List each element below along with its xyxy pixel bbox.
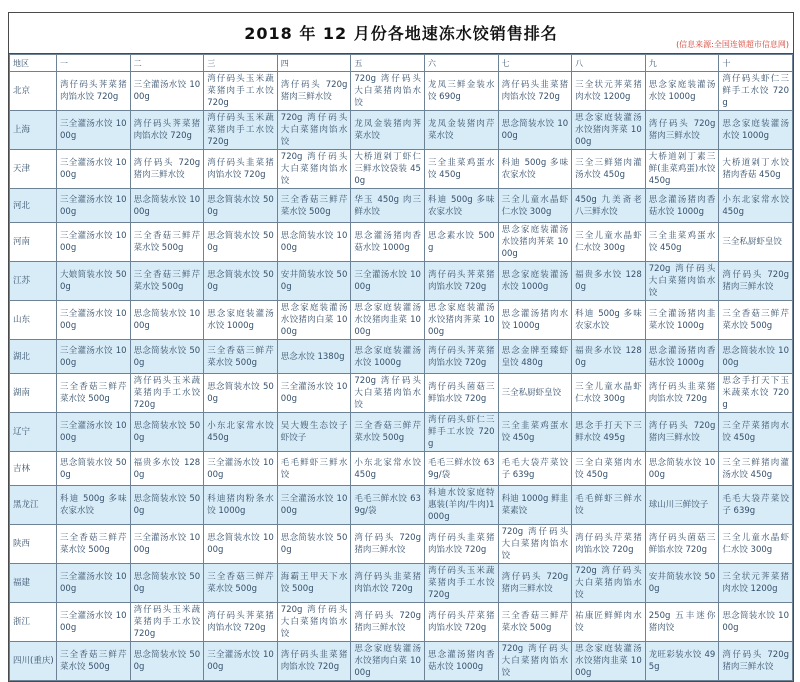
product-cell: 龙凤三鲜金装水饺 690g <box>424 72 498 111</box>
product-cell: 毛毛大袋芹菜饺子 639g <box>719 486 793 525</box>
product-cell: 福贵多水饺 1280g <box>572 262 646 301</box>
region-cell: 河北 <box>10 189 57 223</box>
product-cell: 毛毛大袋芹菜饺子 639g <box>498 452 572 486</box>
product-cell: 思念简装水饺 500g <box>57 452 131 486</box>
product-cell: 小东北家常水饺 450g <box>204 413 278 452</box>
product-cell: 思念简装水饺 500g <box>204 223 278 262</box>
region-cell: 上海 <box>10 111 57 150</box>
product-cell: 安井简装水饺 500g <box>645 564 719 603</box>
product-cell: 思念简装水饺 1000g <box>277 223 351 262</box>
product-cell: 思念家庭装灌汤水饺猪肉荠菜 1000g <box>498 223 572 262</box>
header-rank-4: 四 <box>277 55 351 72</box>
product-cell: 三全儿童水晶虾仁水饺 300g <box>498 189 572 223</box>
product-cell: 小东北家常水饺 450g <box>719 189 793 223</box>
product-cell: 三全香菇三鲜芹菜水饺 500g <box>57 525 131 564</box>
table-row <box>10 340 793 374</box>
product-cell: 湾仔码头荠菜猪肉馅水饺 720g <box>424 262 498 301</box>
header-rank-9: 九 <box>645 55 719 72</box>
product-cell: 思念灌汤猪肉香菇水饺 1000g <box>645 189 719 223</box>
product-cell: 720g 湾仔码头大白菜猪肉馅水饺 <box>645 262 719 301</box>
product-cell: 湾仔码头菌菇三鲜馅水饺 720g <box>645 525 719 564</box>
product-cell: 三全灌汤水饺 1000g <box>130 525 204 564</box>
product-cell: 湾仔码头芹菜猪肉馅水饺 720g <box>424 603 498 642</box>
product-cell: 科迪水饺家庭特惠装(羊肉/牛肉)1000g <box>424 486 498 525</box>
product-cell: 科迪猪肉粉条水饺 1000g <box>204 486 278 525</box>
product-cell: 720g 湾仔码头大白菜猪肉馅水饺 <box>572 564 646 603</box>
product-cell: 祐康匠鲜鲜肉水饺 <box>572 603 646 642</box>
product-cell: 科迪 1000g 鲜韭菜素饺 <box>498 486 572 525</box>
product-cell: 三全儿童水晶虾仁水饺 300g <box>719 525 793 564</box>
product-cell: 三全灌汤水饺 1000g <box>57 150 131 189</box>
product-cell: 720g 湾仔码头大白菜猪肉馅水饺 <box>277 603 351 642</box>
product-cell: 湾仔码头 720g 猪肉三鲜水饺 <box>351 525 425 564</box>
product-cell: 思念家庭装灌汤水饺 1000g <box>498 262 572 301</box>
product-cell: 三全韭菜鸡蛋水饺 450g <box>424 150 498 189</box>
product-cell: 思念简装水饺 1000g <box>130 189 204 223</box>
product-cell: 三全三鲜猪肉灌汤水饺 450g <box>719 452 793 486</box>
product-cell: 科迪 500g 多味农家水饺 <box>424 189 498 223</box>
header-rank-3: 三 <box>204 55 278 72</box>
product-cell: 思念简装水饺 1000g <box>498 111 572 150</box>
product-cell: 三全灌汤水饺 1000g <box>351 262 425 301</box>
table-row <box>10 452 793 486</box>
product-cell: 湾仔码头荠菜猪肉馅水饺 720g <box>204 603 278 642</box>
product-cell: 思念家庭装灌汤水饺猪肉韭菜 1000g <box>572 642 646 681</box>
product-cell: 三全灌汤水饺 1000g <box>130 72 204 111</box>
product-cell: 三全香菇三鲜芹菜水饺 500g <box>130 262 204 301</box>
region-cell: 陕西 <box>10 525 57 564</box>
product-cell: 思念灌汤猪肉香菇水饺 1000g <box>645 340 719 374</box>
header-rank-2: 二 <box>130 55 204 72</box>
product-cell: 三全灌汤水饺 1000g <box>57 340 131 374</box>
product-cell: 湾仔码头玉米蔬菜猪肉手工水饺 720g <box>130 374 204 413</box>
header-rank-10: 十 <box>719 55 793 72</box>
product-cell: 思念家庭装灌汤水饺猪肉荠菜 1000g <box>572 111 646 150</box>
product-cell: 三全三鲜猪肉灌汤水饺 450g <box>572 150 646 189</box>
product-cell: 湾仔码头韭菜猪肉馅水饺 720g <box>424 525 498 564</box>
product-cell: 三全灌汤猪肉韭菜水饺 1000g <box>645 301 719 340</box>
product-cell: 湾仔码头 720g 猪肉三鲜水饺 <box>351 603 425 642</box>
product-cell: 思念家庭装灌汤水饺 1000g <box>645 72 719 111</box>
product-cell: 思念灌汤猪肉水饺 1000g <box>498 301 572 340</box>
product-cell: 三全状元荠菜猪肉水饺 1200g <box>719 564 793 603</box>
product-cell: 思念简装水饺 1000g <box>645 452 719 486</box>
product-cell: 湾仔码头 720g 猪肉三鲜水饺 <box>645 413 719 452</box>
product-cell: 三全灌汤水饺 1000g <box>204 452 278 486</box>
table-row <box>10 189 793 223</box>
ranking-table <box>9 54 793 681</box>
product-cell: 湾仔码头荠菜猪肉馅水饺 720g <box>57 72 131 111</box>
product-cell: 思念金牌至臻虾皇饺 480g <box>498 340 572 374</box>
product-cell: 三全香菇三鲜芹菜水饺 500g <box>498 603 572 642</box>
product-cell: 三全儿童水晶虾仁水饺 300g <box>572 374 646 413</box>
header-rank-7: 七 <box>498 55 572 72</box>
product-cell: 三全灌汤水饺 1000g <box>57 301 131 340</box>
product-cell: 思念家庭装灌汤水饺猪肉韭菜 1000g <box>351 301 425 340</box>
product-cell: 三全香菇三鲜芹菜水饺 500g <box>130 223 204 262</box>
product-cell: 湾仔码头玉米蔬菜猪肉手工水饺 720g <box>424 564 498 603</box>
product-cell: 湾仔码头 720g 猪肉三鲜水饺 <box>719 642 793 681</box>
product-cell: 湾仔码头韭菜猪肉馅水饺 720g <box>645 374 719 413</box>
product-cell: 三全灌汤水饺 1000g <box>57 413 131 452</box>
product-cell: 湾仔码头韭菜猪肉馅水饺 720g <box>204 150 278 189</box>
header-rank-8: 八 <box>572 55 646 72</box>
product-cell: 湾仔码头 720g 猪肉三鲜水饺 <box>498 564 572 603</box>
region-cell: 吉林 <box>10 452 57 486</box>
product-cell: 思念家庭装灌汤水饺猪肉白菜 1000g <box>351 642 425 681</box>
table-row <box>10 301 793 340</box>
product-cell: 三全灌汤水饺 1000g <box>57 603 131 642</box>
region-cell: 江苏 <box>10 262 57 301</box>
product-cell: 思念简装水饺 500g <box>130 413 204 452</box>
product-cell: 大桥道剁丁虾仁三鲜水饺袋装 450g <box>351 150 425 189</box>
product-cell: 三全白菜猪肉水饺 450g <box>572 452 646 486</box>
product-cell: 湾仔码头 720g 猪肉三鲜水饺 <box>719 262 793 301</box>
region-cell: 山东 <box>10 301 57 340</box>
product-cell: 龙旺彩装水饺 495g <box>645 642 719 681</box>
product-cell: 湾仔码头虾仁三鲜手工水饺 720g <box>424 413 498 452</box>
product-cell: 毛毛鲜虾三鲜水饺 <box>572 486 646 525</box>
table-row <box>10 111 793 150</box>
product-cell: 三全香菇三鲜芹菜水饺 500g <box>719 301 793 340</box>
table-row <box>10 642 793 681</box>
product-cell: 湾仔码头韭菜猪肉馅水饺 720g <box>498 72 572 111</box>
product-cell: 湾仔码头芹菜猪肉馅水饺 720g <box>572 525 646 564</box>
product-cell: 思念家庭装灌汤水饺 1000g <box>351 340 425 374</box>
product-cell: 龙凤金装猪肉荠菜水饺 <box>351 111 425 150</box>
header-rank-6: 六 <box>424 55 498 72</box>
product-cell: 思念简装水饺 1000g <box>719 603 793 642</box>
product-cell: 三全灌汤水饺 1000g <box>204 642 278 681</box>
header-rank-1: 一 <box>57 55 131 72</box>
product-cell: 湾仔码头 720g 猪肉三鲜水饺 <box>277 72 351 111</box>
ranking-sheet <box>8 12 794 682</box>
product-cell: 三全灌汤水饺 1000g <box>57 189 131 223</box>
product-cell: 720g 湾仔码头大白菜猪肉馅水饺 <box>277 150 351 189</box>
product-cell: 湾仔码头 720g 猪肉三鲜水饺 <box>645 111 719 150</box>
product-cell: 科迪 500g 多味农家水饺 <box>572 301 646 340</box>
product-cell: 吴大嫂生态饺子虾饺子 <box>277 413 351 452</box>
product-cell: 思念简装水饺 500g <box>277 525 351 564</box>
product-cell: 三全私厨虾皇饺 <box>498 374 572 413</box>
header-row <box>10 55 793 72</box>
product-cell: 思念简装水饺 1000g <box>719 340 793 374</box>
region-cell: 浙江 <box>10 603 57 642</box>
product-cell: 思念简装水饺 500g <box>130 486 204 525</box>
product-cell: 龙凤金装猪肉芹菜水饺 <box>424 111 498 150</box>
product-cell: 科迪 500g 多味农家水饺 <box>498 150 572 189</box>
region-cell: 湖南 <box>10 374 57 413</box>
product-cell: 450g 九美斋老八三鲜水饺 <box>572 189 646 223</box>
product-cell: 三全香菇三鲜芹菜水饺 500g <box>57 374 131 413</box>
region-cell: 北京 <box>10 72 57 111</box>
product-cell: 三全香菇三鲜芹菜水饺 500g <box>351 413 425 452</box>
product-cell: 720g 湾仔码头大白菜猪肉馅水饺 <box>351 72 425 111</box>
product-cell: 湾仔码头玉米蔬菜猪肉手工水饺 720g <box>204 72 278 111</box>
region-cell: 湖北 <box>10 340 57 374</box>
table-row <box>10 262 793 301</box>
table-row <box>10 413 793 452</box>
product-cell: 毛毛三鲜水饺 639g/袋 <box>351 486 425 525</box>
product-cell: 思念简装水饺 500g <box>130 564 204 603</box>
table-row <box>10 72 793 111</box>
product-cell: 湾仔码头荠菜猪肉馅水饺 720g <box>130 111 204 150</box>
product-cell: 三全状元荠菜猪肉水饺 1200g <box>572 72 646 111</box>
product-cell: 思念素水饺 500g <box>424 223 498 262</box>
product-cell: 湾仔码头虾仁三鲜手工水饺 720g <box>719 72 793 111</box>
product-cell: 湾仔码头韭菜猪肉馅水饺 720g <box>351 564 425 603</box>
product-cell: 三全香菇三鲜芹菜水饺 500g <box>204 340 278 374</box>
product-cell: 三全灌汤水饺 1000g <box>277 486 351 525</box>
product-cell: 华玉 450g 肉三鲜水饺 <box>351 189 425 223</box>
product-cell: 思念简装水饺 500g <box>130 340 204 374</box>
product-cell: 思念手打天下玉米蔬菜水饺 720g <box>719 374 793 413</box>
product-cell: 三全私厨虾皇饺 <box>719 223 793 262</box>
product-cell: 思念家庭装灌汤水饺猪肉荠菜 1000g <box>424 301 498 340</box>
product-cell: 湾仔码头荠菜猪肉馅水饺 720g <box>424 340 498 374</box>
product-cell: 湾仔码头 720g 猪肉三鲜水饺 <box>130 150 204 189</box>
product-cell: 福贵多水饺 1280g <box>130 452 204 486</box>
table-row <box>10 150 793 189</box>
product-cell: 三全灌汤水饺 1000g <box>57 223 131 262</box>
product-cell: 湾仔码头玉米蔬菜猪肉手工水饺 720g <box>130 603 204 642</box>
product-cell: 三全香菇三鲜芹菜水饺 500g <box>277 189 351 223</box>
product-cell: 思念灌汤猪肉香菇水饺 1000g <box>424 642 498 681</box>
product-cell: 720g 湾仔码头大白菜猪肉馅水饺 <box>498 642 572 681</box>
page-title: 2018 年 12 月份各地速冻水饺销售排名 <box>244 24 558 43</box>
region-cell: 福建 <box>10 564 57 603</box>
product-cell: 思念简装水饺 1000g <box>130 301 204 340</box>
region-cell: 河南 <box>10 223 57 262</box>
product-cell: 思念简装水饺 500g <box>204 374 278 413</box>
region-cell: 四川(重庆) <box>10 642 57 681</box>
product-cell: 720g 湾仔码头大白菜猪肉馅水饺 <box>498 525 572 564</box>
product-cell: 三全香菇三鲜芹菜水饺 500g <box>204 564 278 603</box>
title-row <box>9 13 793 54</box>
product-cell: 思念家庭装灌汤水饺猪肉白菜 1000g <box>277 301 351 340</box>
product-cell: 三全儿童水晶虾仁水饺 300g <box>572 223 646 262</box>
table-row <box>10 564 793 603</box>
product-cell: 思念简装水饺 500g <box>130 642 204 681</box>
product-cell: 思念简装水饺 500g <box>204 262 278 301</box>
product-cell: 720g 湾仔码头大白菜猪肉馅水饺 <box>277 111 351 150</box>
product-cell: 三全韭菜鸡蛋水饺 450g <box>498 413 572 452</box>
product-cell: 小东北家常水饺 450g <box>351 452 425 486</box>
product-cell: 思念家庭装灌汤水饺 1000g <box>204 301 278 340</box>
source-note: (信息来源:全国连锁超市信息网) <box>676 40 789 49</box>
product-cell: 思念手打天下三鲜水饺 495g <box>572 413 646 452</box>
table-row <box>10 603 793 642</box>
product-cell: 思念简装水饺 1000g <box>204 525 278 564</box>
product-cell: 三全香菇三鲜芹菜水饺 500g <box>57 642 131 681</box>
product-cell: 福贵多水饺 1280g <box>572 340 646 374</box>
product-cell: 湾仔码头玉米蔬菜猪肉手工水饺 720g <box>204 111 278 150</box>
header-region: 地区 <box>10 55 57 72</box>
product-cell: 三全芹菜猪肉水饺 450g <box>719 413 793 452</box>
product-cell: 毛毛三鲜水饺 639g/袋 <box>424 452 498 486</box>
product-cell: 思念水饺 1380g <box>277 340 351 374</box>
product-cell: 思念灌汤猪肉香菇水饺 1000g <box>351 223 425 262</box>
product-cell: 球山川三鲜饺子 <box>645 486 719 525</box>
product-cell: 250g 五丰迷你猪肉饺 <box>645 603 719 642</box>
table-row <box>10 374 793 413</box>
table-row <box>10 486 793 525</box>
product-cell: 思念简装水饺 500g <box>204 189 278 223</box>
table-row <box>10 223 793 262</box>
product-cell: 大娘简装水饺 500g <box>57 262 131 301</box>
table-body <box>10 72 793 681</box>
product-cell: 三全灌汤水饺 1000g <box>57 111 131 150</box>
product-cell: 思念家庭装灌汤水饺 1000g <box>719 111 793 150</box>
product-cell: 毛毛鲜虾三鲜水饺 <box>277 452 351 486</box>
product-cell: 湾仔码头菌菇三鲜馅水饺 720g <box>424 374 498 413</box>
region-cell: 黑龙江 <box>10 486 57 525</box>
product-cell: 湾仔码头韭菜猪肉馅水饺 720g <box>277 642 351 681</box>
product-cell: 大桥道剁丁素三鲜(韭菜鸡蛋)水饺 450g <box>645 150 719 189</box>
product-cell: 海霸王甲天下水饺 500g <box>277 564 351 603</box>
table-row <box>10 525 793 564</box>
product-cell: 720g 湾仔码头大白菜猪肉馅水饺 <box>351 374 425 413</box>
region-cell: 辽宁 <box>10 413 57 452</box>
product-cell: 三全韭菜鸡蛋水饺 450g <box>645 223 719 262</box>
region-cell: 天津 <box>10 150 57 189</box>
product-cell: 大桥道剁丁水饺猪肉香菇 450g <box>719 150 793 189</box>
header-rank-5: 五 <box>351 55 425 72</box>
product-cell: 安井简装水饺 500g <box>277 262 351 301</box>
product-cell: 三全灌汤水饺 1000g <box>277 374 351 413</box>
product-cell: 科迪 500g 多味农家水饺 <box>57 486 131 525</box>
product-cell: 三全灌汤水饺 1000g <box>57 564 131 603</box>
